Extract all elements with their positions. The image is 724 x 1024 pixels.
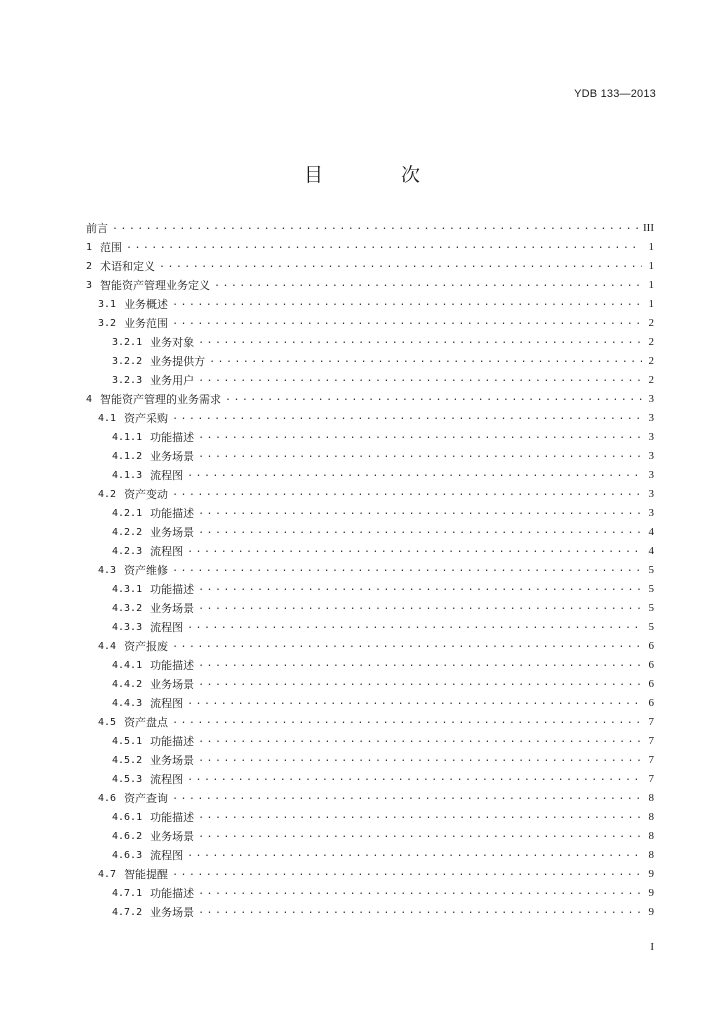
toc-entry[interactable]: [86, 368, 654, 387]
toc-entry[interactable]: [86, 406, 654, 425]
toc-dot-leader: [172, 486, 642, 499]
toc-entry[interactable]: [86, 748, 654, 767]
toc-dot-leader: [198, 904, 642, 917]
toc-entry-number: 4.6.3: [112, 850, 143, 861]
toc-entry[interactable]: [86, 577, 654, 596]
toc-entry-page: 9: [648, 887, 654, 899]
toc-entry[interactable]: [86, 653, 654, 672]
toc-entry-label: 流程图: [150, 773, 184, 786]
toc-dot-leader: [187, 695, 642, 708]
toc-dot-leader: [209, 353, 642, 366]
toc-dot-leader: [198, 885, 642, 898]
toc-entry-label: 业务场景: [150, 602, 195, 615]
toc-entry-number: 3.2: [98, 318, 117, 329]
toc-entry-page: 3: [648, 469, 654, 481]
toc-dot-leader: [187, 467, 642, 480]
toc-entry-number: 4.4: [98, 641, 117, 652]
toc-entry[interactable]: [86, 672, 654, 691]
toc-entry-number: 4.2.3: [112, 546, 143, 557]
toc-entry-label: 功能描述: [150, 887, 195, 900]
toc-entry-number: 4.4.1: [112, 660, 143, 671]
toc-entry[interactable]: [86, 843, 654, 862]
toc-entry-label: 业务场景: [150, 526, 195, 539]
toc-entry-label: 资产采购: [124, 412, 169, 425]
toc-entry-number: 4.6.2: [112, 831, 143, 842]
toc-entry-number: 4.4.3: [112, 698, 143, 709]
toc-entry[interactable]: [86, 425, 654, 444]
toc-entry-page: 3: [648, 431, 654, 443]
toc-entry[interactable]: [86, 767, 654, 786]
toc-entry-page: 1: [648, 260, 654, 272]
toc-entry-number: 4.3.1: [112, 584, 143, 595]
toc-entry[interactable]: [86, 235, 654, 254]
toc-entry[interactable]: [86, 881, 654, 900]
toc-entry-page: 7: [648, 716, 654, 728]
toc-entry-number: 4.1.1: [112, 432, 143, 443]
toc-entry-label: 智能资产管理的业务需求: [100, 393, 222, 406]
page-title: 目 次: [303, 164, 457, 186]
toc-entry-number: 4.2.1: [112, 508, 143, 519]
toc-dot-leader: [187, 771, 642, 784]
toc-entry[interactable]: [86, 254, 654, 273]
toc-dot-leader: [172, 410, 642, 423]
toc-entry[interactable]: [86, 482, 654, 501]
toc-entry-label: 业务场景: [150, 906, 195, 919]
toc-entry-label: 业务场景: [150, 830, 195, 843]
toc-entry-number: 4.7: [98, 869, 117, 880]
toc-entry-number: 4.3: [98, 565, 117, 576]
toc-dot-leader: [172, 296, 642, 309]
toc-entry-page: 5: [648, 621, 654, 633]
toc-entry[interactable]: [86, 292, 654, 311]
toc-entry-label: 业务范围: [124, 317, 169, 330]
toc-entry-label: 业务场景: [150, 678, 195, 691]
toc-entry-page: 2: [648, 355, 654, 367]
toc-dot-leader: [172, 315, 642, 328]
toc-dot-leader: [187, 543, 642, 556]
toc-entry[interactable]: [86, 273, 654, 292]
toc-dot-leader: [198, 809, 642, 822]
toc-entry-label: 功能描述: [150, 507, 195, 520]
toc-entry-number: 4.3.2: [112, 603, 143, 614]
toc-entry-page: 5: [648, 583, 654, 595]
toc-entry[interactable]: [86, 900, 654, 919]
toc-entry[interactable]: [86, 349, 654, 368]
toc-entry-page: 3: [648, 450, 654, 462]
toc-entry-label: 资产报废: [124, 640, 169, 653]
toc-entry-number: 4.7.1: [112, 888, 143, 899]
toc-entry-label: 智能资产管理业务定义: [100, 279, 211, 292]
toc-entry-number: 4.2: [98, 489, 117, 500]
toc-dot-leader: [187, 847, 642, 860]
toc-entry-page: 8: [648, 811, 654, 823]
toc-entry-page: 3: [648, 393, 654, 405]
toc-dot-leader: [214, 277, 642, 290]
toc-dot-leader: [198, 600, 642, 613]
toc-entry[interactable]: [86, 520, 654, 539]
toc-dot-leader: [198, 657, 642, 670]
toc-dot-leader: [172, 790, 642, 803]
toc-entry-number: 2: [86, 261, 93, 272]
toc-entry[interactable]: [86, 729, 654, 748]
toc-entry-number: 3.2.3: [112, 375, 143, 386]
toc-entry[interactable]: [86, 444, 654, 463]
toc-entry-page: 3: [648, 412, 654, 424]
toc-entry[interactable]: [86, 463, 654, 482]
toc-entry[interactable]: [86, 786, 654, 805]
toc-entry-page: 6: [648, 659, 654, 671]
toc-entry[interactable]: [86, 539, 654, 558]
toc-entry-label: 流程图: [150, 697, 184, 710]
document-code: YDB 133—2013: [574, 88, 656, 100]
toc-dot-leader: [198, 524, 642, 537]
toc-entry[interactable]: [86, 596, 654, 615]
toc-entry-number: 4: [86, 394, 93, 405]
toc-entry-page: 6: [648, 697, 654, 709]
toc-entry-page: 2: [648, 374, 654, 386]
toc-entry-number: 3.2.2: [112, 356, 143, 367]
toc-entry-label: 业务提供方: [150, 355, 206, 368]
toc-entry-label: 智能提醒: [124, 868, 169, 881]
toc-entry-page: 3: [648, 488, 654, 500]
toc-entry-label: 业务场景: [150, 754, 195, 767]
toc-entry-label: 功能描述: [150, 811, 195, 824]
toc-entry-label: 功能描述: [150, 659, 195, 672]
toc-entry[interactable]: [86, 558, 654, 577]
toc-entry-number: 4.5.1: [112, 736, 143, 747]
toc-entry-label: 流程图: [150, 621, 184, 634]
toc-entry-page: 1: [648, 298, 654, 310]
toc-entry-number: 1: [86, 242, 93, 253]
toc-entry[interactable]: [86, 862, 654, 881]
toc-dot-leader: [172, 638, 642, 651]
toc-dot-leader: [198, 372, 642, 385]
toc-entry-page: 7: [648, 754, 654, 766]
toc-entry-page: 7: [648, 773, 654, 785]
toc-entry-number: 3.1: [98, 299, 117, 310]
toc-entry-label: 业务用户: [150, 374, 195, 387]
toc-entry-page: 8: [648, 849, 654, 861]
toc-entry-label: 术语和定义: [100, 260, 156, 273]
toc-entry-page: 8: [648, 830, 654, 842]
toc-dot-leader: [198, 448, 642, 461]
toc-entry[interactable]: [86, 330, 654, 349]
toc-entry-label: 资产盘点: [124, 716, 169, 729]
toc-entry-label: 资产变动: [124, 488, 169, 501]
toc-entry[interactable]: [86, 805, 654, 824]
toc-entry-label: 资产维修: [124, 564, 169, 577]
toc-dot-leader: [159, 258, 642, 271]
toc-entry-page: 1: [648, 241, 654, 253]
toc-entry-label: 业务概述: [124, 298, 169, 311]
toc-entry-page: 6: [648, 640, 654, 652]
toc-entry[interactable]: [86, 824, 654, 843]
toc-entry-number: 4.5.2: [112, 755, 143, 766]
toc-entry-label: 功能描述: [150, 431, 195, 444]
toc-dot-leader: [172, 866, 642, 879]
toc-entry-page: 4: [648, 545, 654, 557]
toc-dot-leader: [198, 733, 642, 746]
toc-entry-label: 业务场景: [150, 450, 195, 463]
toc-entry-page: 7: [648, 735, 654, 747]
toc-entry-number: 4.1.2: [112, 451, 143, 462]
toc-entry-number: 4.5: [98, 717, 117, 728]
toc-entry-page: III: [643, 222, 654, 234]
toc-entry-number: 3: [86, 280, 93, 291]
toc-dot-leader: [187, 619, 642, 632]
toc-entry-number: 4.4.2: [112, 679, 143, 690]
toc-dot-leader: [198, 429, 642, 442]
page-number: I: [650, 941, 654, 953]
toc-entry-number: 4.3.3: [112, 622, 143, 633]
toc-entry-label: 范围: [100, 241, 123, 254]
toc-entry-label: 业务对象: [150, 336, 195, 349]
toc-entry-page: 2: [648, 317, 654, 329]
toc-entry-label: 功能描述: [150, 583, 195, 596]
toc-entry[interactable]: [86, 615, 654, 634]
toc-dot-leader: [198, 334, 642, 347]
toc-entry[interactable]: [86, 634, 654, 653]
toc-entry-page: 8: [648, 792, 654, 804]
toc-dot-leader: [198, 581, 642, 594]
toc-entry[interactable]: [86, 501, 654, 520]
toc-entry-label: 前言: [86, 222, 108, 235]
toc-dot-leader: [172, 714, 642, 727]
toc-entry-page: 4: [648, 526, 654, 538]
toc-entry-label: 流程图: [150, 849, 184, 862]
toc-entry-number: 4.6: [98, 793, 117, 804]
toc-entry[interactable]: [86, 216, 654, 235]
toc-entry-label: 流程图: [150, 545, 184, 558]
toc-dot-leader: [198, 676, 642, 689]
toc-entry-page: 2: [648, 336, 654, 348]
toc-entry-page: 5: [648, 602, 654, 614]
table-of-contents: [86, 216, 654, 919]
toc-entry-page: 6: [648, 678, 654, 690]
toc-entry-label: 资产查询: [124, 792, 169, 805]
toc-dot-leader: [172, 562, 642, 575]
toc-entry[interactable]: [86, 710, 654, 729]
toc-dot-leader: [126, 239, 642, 252]
toc-entry-number: 4.6.1: [112, 812, 143, 823]
toc-entry-number: 4.1.3: [112, 470, 143, 481]
toc-entry-page: 5: [648, 564, 654, 576]
toc-dot-leader: [198, 828, 642, 841]
toc-dot-leader: [198, 505, 642, 518]
toc-entry-number: 3.2.1: [112, 337, 143, 348]
toc-dot-leader: [198, 752, 642, 765]
toc-entry-number: 4.2.2: [112, 527, 143, 538]
toc-entry-page: 9: [648, 906, 654, 918]
toc-entry-page: 9: [648, 868, 654, 880]
toc-entry-page: 1: [648, 279, 654, 291]
toc-entry-page: 3: [648, 507, 654, 519]
toc-entry-number: 4.1: [98, 413, 117, 424]
toc-entry-label: 流程图: [150, 469, 184, 482]
toc-entry[interactable]: [86, 387, 654, 406]
toc-dot-leader: [225, 391, 642, 404]
toc-entry[interactable]: [86, 691, 654, 710]
toc-entry[interactable]: [86, 311, 654, 330]
toc-entry-number: 4.7.2: [112, 907, 143, 918]
toc-dot-leader: [112, 220, 639, 233]
toc-entry-label: 功能描述: [150, 735, 195, 748]
toc-entry-number: 4.5.3: [112, 774, 143, 785]
